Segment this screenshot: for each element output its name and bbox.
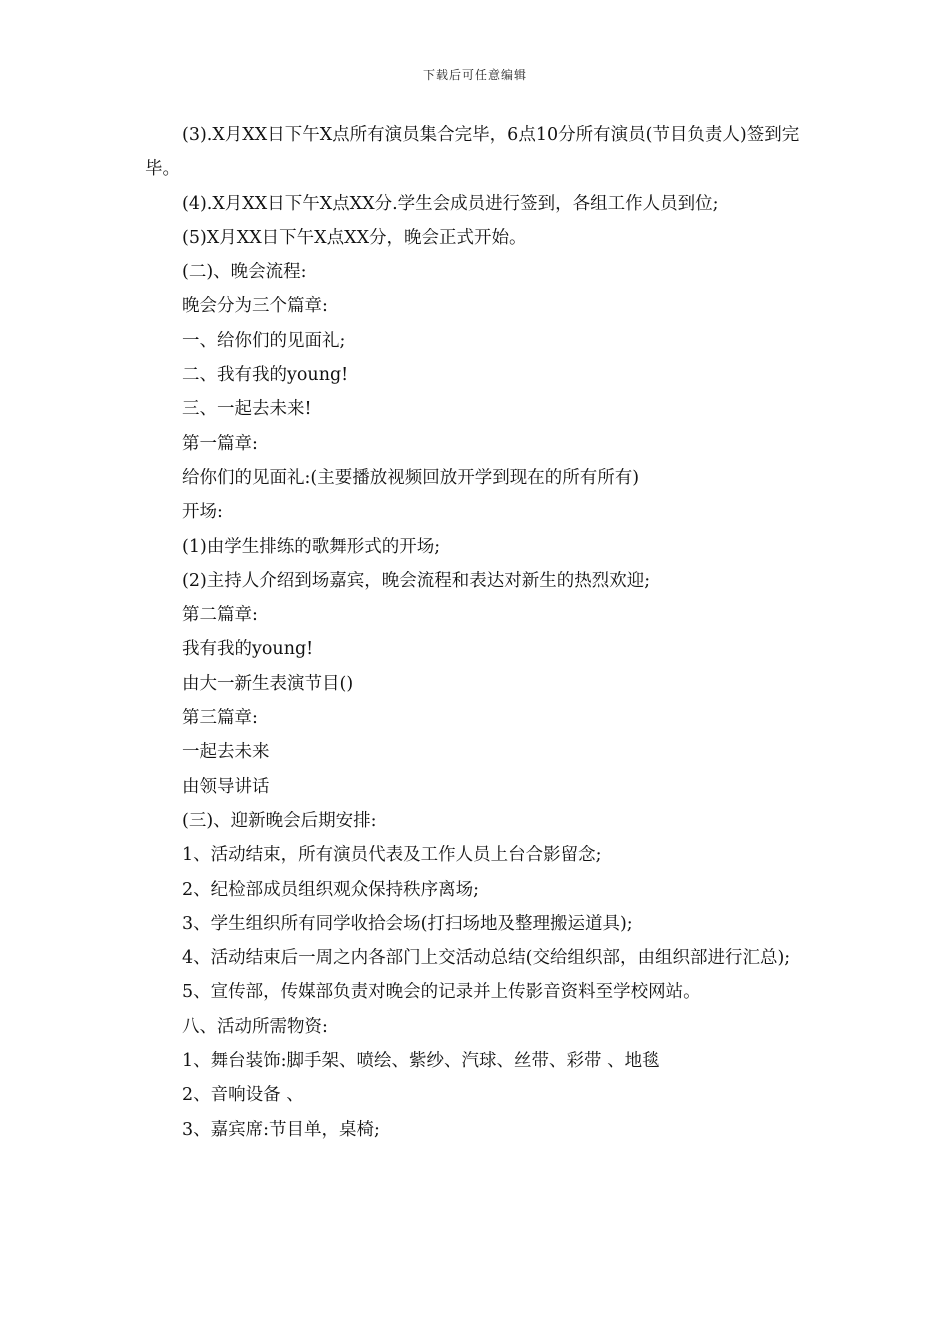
document-body (145, 118, 810, 1147)
paragraph: 我有我的young! (182, 639, 314, 660)
page-header: 下载后可任意编辑 (422, 68, 527, 82)
list-item: 4、活动结束后一周之内各部门上交活动总结(交给组织部，由组织部进行汇总); (182, 948, 791, 969)
chapter-heading: 第三篇章: (182, 708, 258, 729)
list-item: 一、给你们的见面礼; (182, 330, 346, 351)
list-item: 3、嘉宾席:节目单，桌椅; (182, 1119, 380, 1140)
paragraph: 晚会分为三个篇章: (182, 296, 328, 317)
paragraph: (4).X月XX日下午X点XX分.学生会成员进行签到，各组工作人员到位; (182, 193, 719, 214)
list-item: 2、纪检部成员组织观众保持秩序离场; (182, 879, 480, 900)
list-item: 二、我有我的young! (182, 365, 349, 386)
list-item: 2、音响设备 、 (182, 1085, 304, 1106)
paragraph: (3).X月XX日下午X点所有演员集合完毕，6点10分所有演员(节目负责人)签到完毕。 (145, 125, 800, 180)
paragraph: 由大一新生表演节目() (182, 673, 354, 694)
section-heading: (三)、迎新晚会后期安排: (182, 810, 377, 831)
chapter-heading: 第一篇章: (182, 433, 258, 454)
list-item: 5、宣传部，传媒部负责对晚会的记录并上传影音资料至学校网站。 (182, 982, 701, 1003)
section-heading: (二)、晚会流程: (182, 262, 307, 283)
paragraph: 一起去未来 (182, 742, 270, 763)
paragraph: 开场: (182, 502, 223, 523)
list-item: 1、活动结束，所有演员代表及工作人员上台合影留念; (182, 845, 602, 866)
list-item: 1、舞台装饰:脚手架、喷绘、紫纱、汽球、丝带、彩带 、地毯 (182, 1051, 660, 1072)
paragraph: 由领导讲话 (182, 776, 270, 797)
paragraph: (5)X月XX日下午X点XX分，晚会正式开始。 (182, 227, 527, 248)
list-item: 3、学生组织所有同学收拾会场(打扫场地及整理搬运道具); (182, 913, 633, 934)
list-item: (2)主持人介绍到场嘉宾，晚会流程和表达对新生的热烈欢迎; (182, 570, 651, 591)
section-heading: 八、活动所需物资: (182, 1016, 328, 1037)
chapter-heading: 第二篇章: (182, 605, 258, 626)
list-item: (1)由学生排练的歌舞形式的开场; (182, 536, 441, 557)
list-item: 三、一起去未来! (182, 399, 312, 420)
paragraph: 给你们的见面礼:(主要播放视频回放开学到现在的所有所有) (182, 467, 640, 488)
